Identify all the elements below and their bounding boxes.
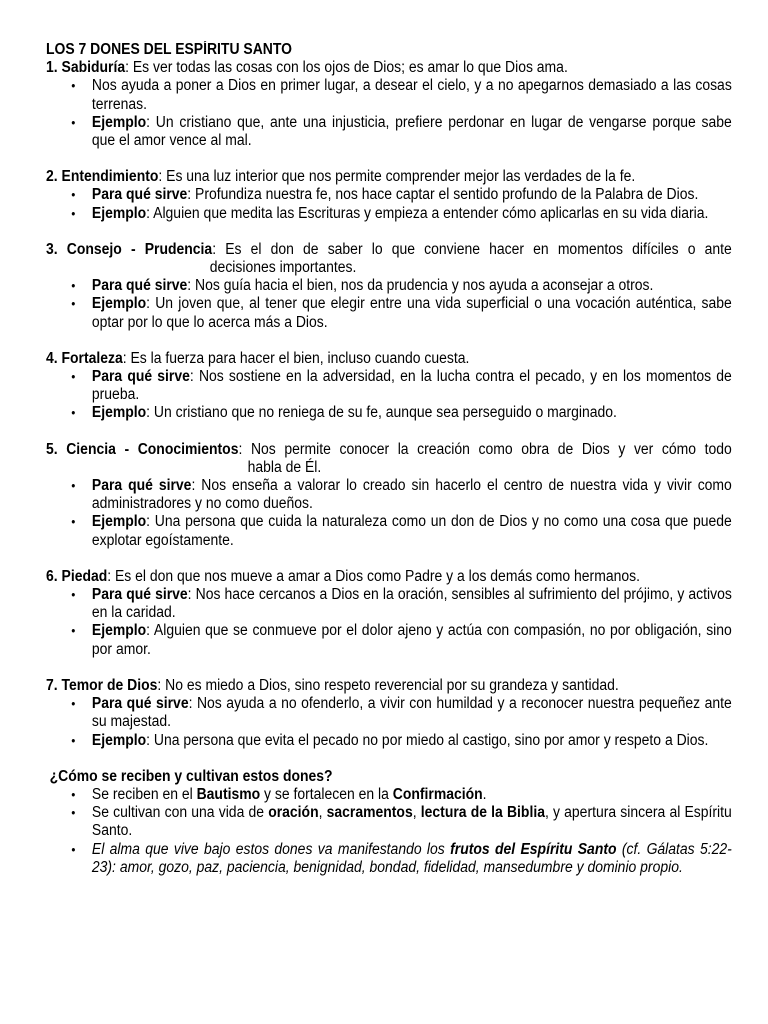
gift-2-example-text: : Alguien que medita las Escrituras y empieza a entender cómo aplicarlas en su vida diaria. — [146, 204, 709, 222]
gift-4 — [46, 350, 732, 423]
gift-2-list — [46, 186, 732, 222]
gift-4-example — [92, 404, 732, 422]
gift-7-name: 7. Temor de Dios — [46, 676, 158, 694]
gift-7-definition: : No es miedo a Dios, sino respeto reverencial por su grandeza y santidad. — [157, 676, 619, 694]
closing-2f: lectura de la Biblia — [420, 804, 545, 822]
gift-3-purpose-label: Para qué sirve — [91, 277, 188, 295]
closing-2c: , — [318, 804, 327, 822]
gift-5-purpose — [92, 477, 732, 513]
closing-item-2 — [92, 804, 732, 840]
gift-6-example-text: : Alguien que se conmueve por el dolor ajeno y actúa con compasión, no por obligación, sino por amor. — [91, 622, 732, 658]
gift-3-example-text: : Un joven que, al tener que elegir entre una vida superficial o una vocación auténtica, sabe optar por lo que lo acerca más a Dios. — [91, 295, 732, 331]
gift-1-definition: : Es ver todas las cosas con los ojos de Dios; es amar lo que Dios ama. — [125, 59, 568, 77]
gift-4-name: 4. Fortaleza — [46, 349, 123, 367]
gift-5-example — [92, 513, 732, 549]
gift-6-definition: : Es el don que nos mueve a amar a Dios como Padre y a los demás como hermanos. — [107, 567, 640, 585]
gift-1-example — [92, 114, 732, 150]
gift-7-example — [92, 732, 732, 750]
gift-6 — [46, 568, 732, 659]
gift-6-example-label: Ejemplo — [91, 622, 147, 640]
gift-2-example-label: Ejemplo — [91, 204, 147, 222]
gift-3-name: 3. Consejo - Prudencia — [46, 240, 213, 258]
gift-3-purpose-text: : Nos guía hacia el bien, nos da prudencia y nos ayuda a aconsejar a otros. — [187, 277, 654, 295]
gift-2-definition: : Es una luz interior que nos permite comprender mejor las verdades de la fe. — [158, 168, 636, 186]
gift-7-heading — [46, 677, 732, 695]
closing-3b: frutos del Espíritu Santo — [450, 840, 617, 858]
gift-5 — [46, 441, 732, 550]
gift-1-purpose — [92, 77, 732, 113]
gift-5-purpose-label: Para qué sirve — [91, 477, 192, 495]
gift-3-heading — [46, 241, 732, 259]
gift-7-purpose-label: Para qué sirve — [91, 695, 189, 713]
closing-1b: Bautismo — [196, 785, 261, 803]
closing-1d: Confirmación — [392, 785, 483, 803]
gift-2-example — [92, 205, 732, 223]
gift-4-purpose-label: Para qué sirve — [91, 368, 190, 386]
gift-5-heading — [46, 441, 732, 459]
gift-3-example — [92, 295, 732, 331]
gift-6-example — [92, 622, 732, 658]
gift-3-example-label: Ejemplo — [91, 295, 147, 313]
gift-2-purpose — [92, 186, 732, 204]
gift-3-list — [46, 277, 732, 332]
closing-1a: Se reciben en el — [91, 785, 197, 803]
gift-7-purpose — [92, 695, 732, 731]
gift-6-purpose-text: : Nos hace cercanos a Dios en la oración, sensibles al sufrimiento del prójimo, y activos en la caridad. — [91, 586, 732, 622]
gift-7-example-text: : Una persona que evita el pecado no por miedo al castigo, sino por amor y respeto a Dios. — [146, 731, 709, 749]
gift-2-heading — [46, 168, 732, 186]
closing-1c: y se fortalecen en la — [260, 785, 393, 803]
closing-heading: ¿Cómo se reciben y cultivan estos dones? — [49, 767, 333, 785]
closing-2e: , — [412, 804, 421, 822]
gift-6-purpose — [92, 586, 732, 622]
gift-5-definition-line1: : Nos permite conocer la creación como obra de Dios y ver cómo todo — [238, 440, 732, 458]
gift-7-purpose-text: : Nos ayuda a no ofenderlo, a vivir con humildad y a reconocer nuestra pequeñez ante su majestad. — [91, 695, 732, 731]
closing-3c: (cf. Gálatas 5:22-23): amor, gozo, paz, paciencia, benignidad, bondad, fidelidad, mansedumbre y dominio propio. — [91, 840, 732, 876]
gift-7 — [46, 677, 732, 750]
gift-4-purpose-text: : Nos sostiene en la adversidad, en la lucha contra el pecado, y en los momentos de prueba. — [91, 368, 732, 404]
gift-4-heading — [46, 350, 732, 368]
gift-4-definition: : Es la fuerza para hacer el bien, incluso cuando cuesta. — [122, 349, 470, 367]
gift-1-example-label: Ejemplo — [91, 113, 147, 131]
gift-6-purpose-label: Para qué sirve — [91, 586, 188, 604]
closing-2b: oración — [268, 804, 319, 822]
gift-5-example-label: Ejemplo — [91, 513, 147, 531]
gift-6-name: 6. Piedad — [46, 567, 108, 585]
gift-1-example-text: : Un cristiano que, ante una injusticia, prefiere perdonar en lugar de vengarse porque sabe que el amor vence al mal. — [91, 113, 732, 150]
gift-4-example-text: : Un cristiano que no reniega de su fe, aunque sea perseguido o marginado. — [146, 404, 617, 422]
gift-5-name: 5. Ciencia - Conocimientos — [46, 440, 239, 458]
closing-2g: , y apertura sincera al Espíritu Santo. — [91, 804, 732, 840]
gift-5-list — [46, 477, 732, 550]
gift-4-purpose — [92, 368, 732, 404]
gift-7-list — [46, 695, 732, 750]
gift-6-heading — [46, 568, 732, 586]
gift-1-list — [46, 77, 732, 150]
closing-list — [46, 786, 732, 877]
gift-2 — [46, 168, 732, 223]
gift-5-example-text: : Una persona que cuida la naturaleza como un don de Dios y no como una cosa que puede explotar egoístamente. — [91, 513, 732, 549]
closing-1e: . — [482, 785, 487, 803]
gift-2-name: 2. Entendimiento — [46, 168, 159, 186]
gift-3-purpose — [92, 277, 732, 295]
closing-section — [46, 768, 732, 877]
gift-1-purpose-text: Nos ayuda a poner a Dios en primer lugar, a desear el cielo, y a no apegarnos demasiado a las cosas terrenas. — [91, 77, 732, 113]
gift-2-purpose-label: Para qué sirve — [91, 186, 188, 204]
gift-3-definition-line1: : Es el don de saber lo que conviene hacer en momentos difíciles o ante — [212, 240, 732, 258]
gift-4-example-label: Ejemplo — [91, 404, 147, 422]
gift-2-purpose-text: : Profundiza nuestra fe, nos hace captar el sentido profundo de la Palabra de Dios. — [187, 186, 699, 204]
document — [46, 41, 732, 877]
document-title: LOS 7 DONES DEL ESPÍRITU SANTO — [46, 41, 292, 58]
closing-item-3 — [92, 841, 732, 877]
gift-4-list — [46, 368, 732, 423]
closing-item-1 — [92, 786, 732, 804]
gift-6-list — [46, 586, 732, 659]
gift-7-example-label: Ejemplo — [91, 731, 147, 749]
gift-1 — [46, 59, 732, 150]
gift-5-purpose-text: : Nos enseña a valorar lo creado sin hacerlo el centro de nuestra vida y vivir como administradores y no como dueños. — [91, 477, 732, 513]
gift-1-heading — [46, 59, 732, 77]
closing-2d: sacramentos — [326, 804, 413, 822]
gift-3-definition-line2: decisiones importantes. — [209, 259, 357, 277]
closing-2a: Se cultivan con una vida de — [91, 804, 269, 822]
gift-5-definition-line2: habla de Él. — [247, 458, 322, 476]
gift-1-name: 1. Sabiduría — [46, 59, 126, 77]
gift-3 — [46, 241, 732, 332]
closing-3a: El alma que vive bajo estos dones va manifestando los — [91, 840, 451, 858]
